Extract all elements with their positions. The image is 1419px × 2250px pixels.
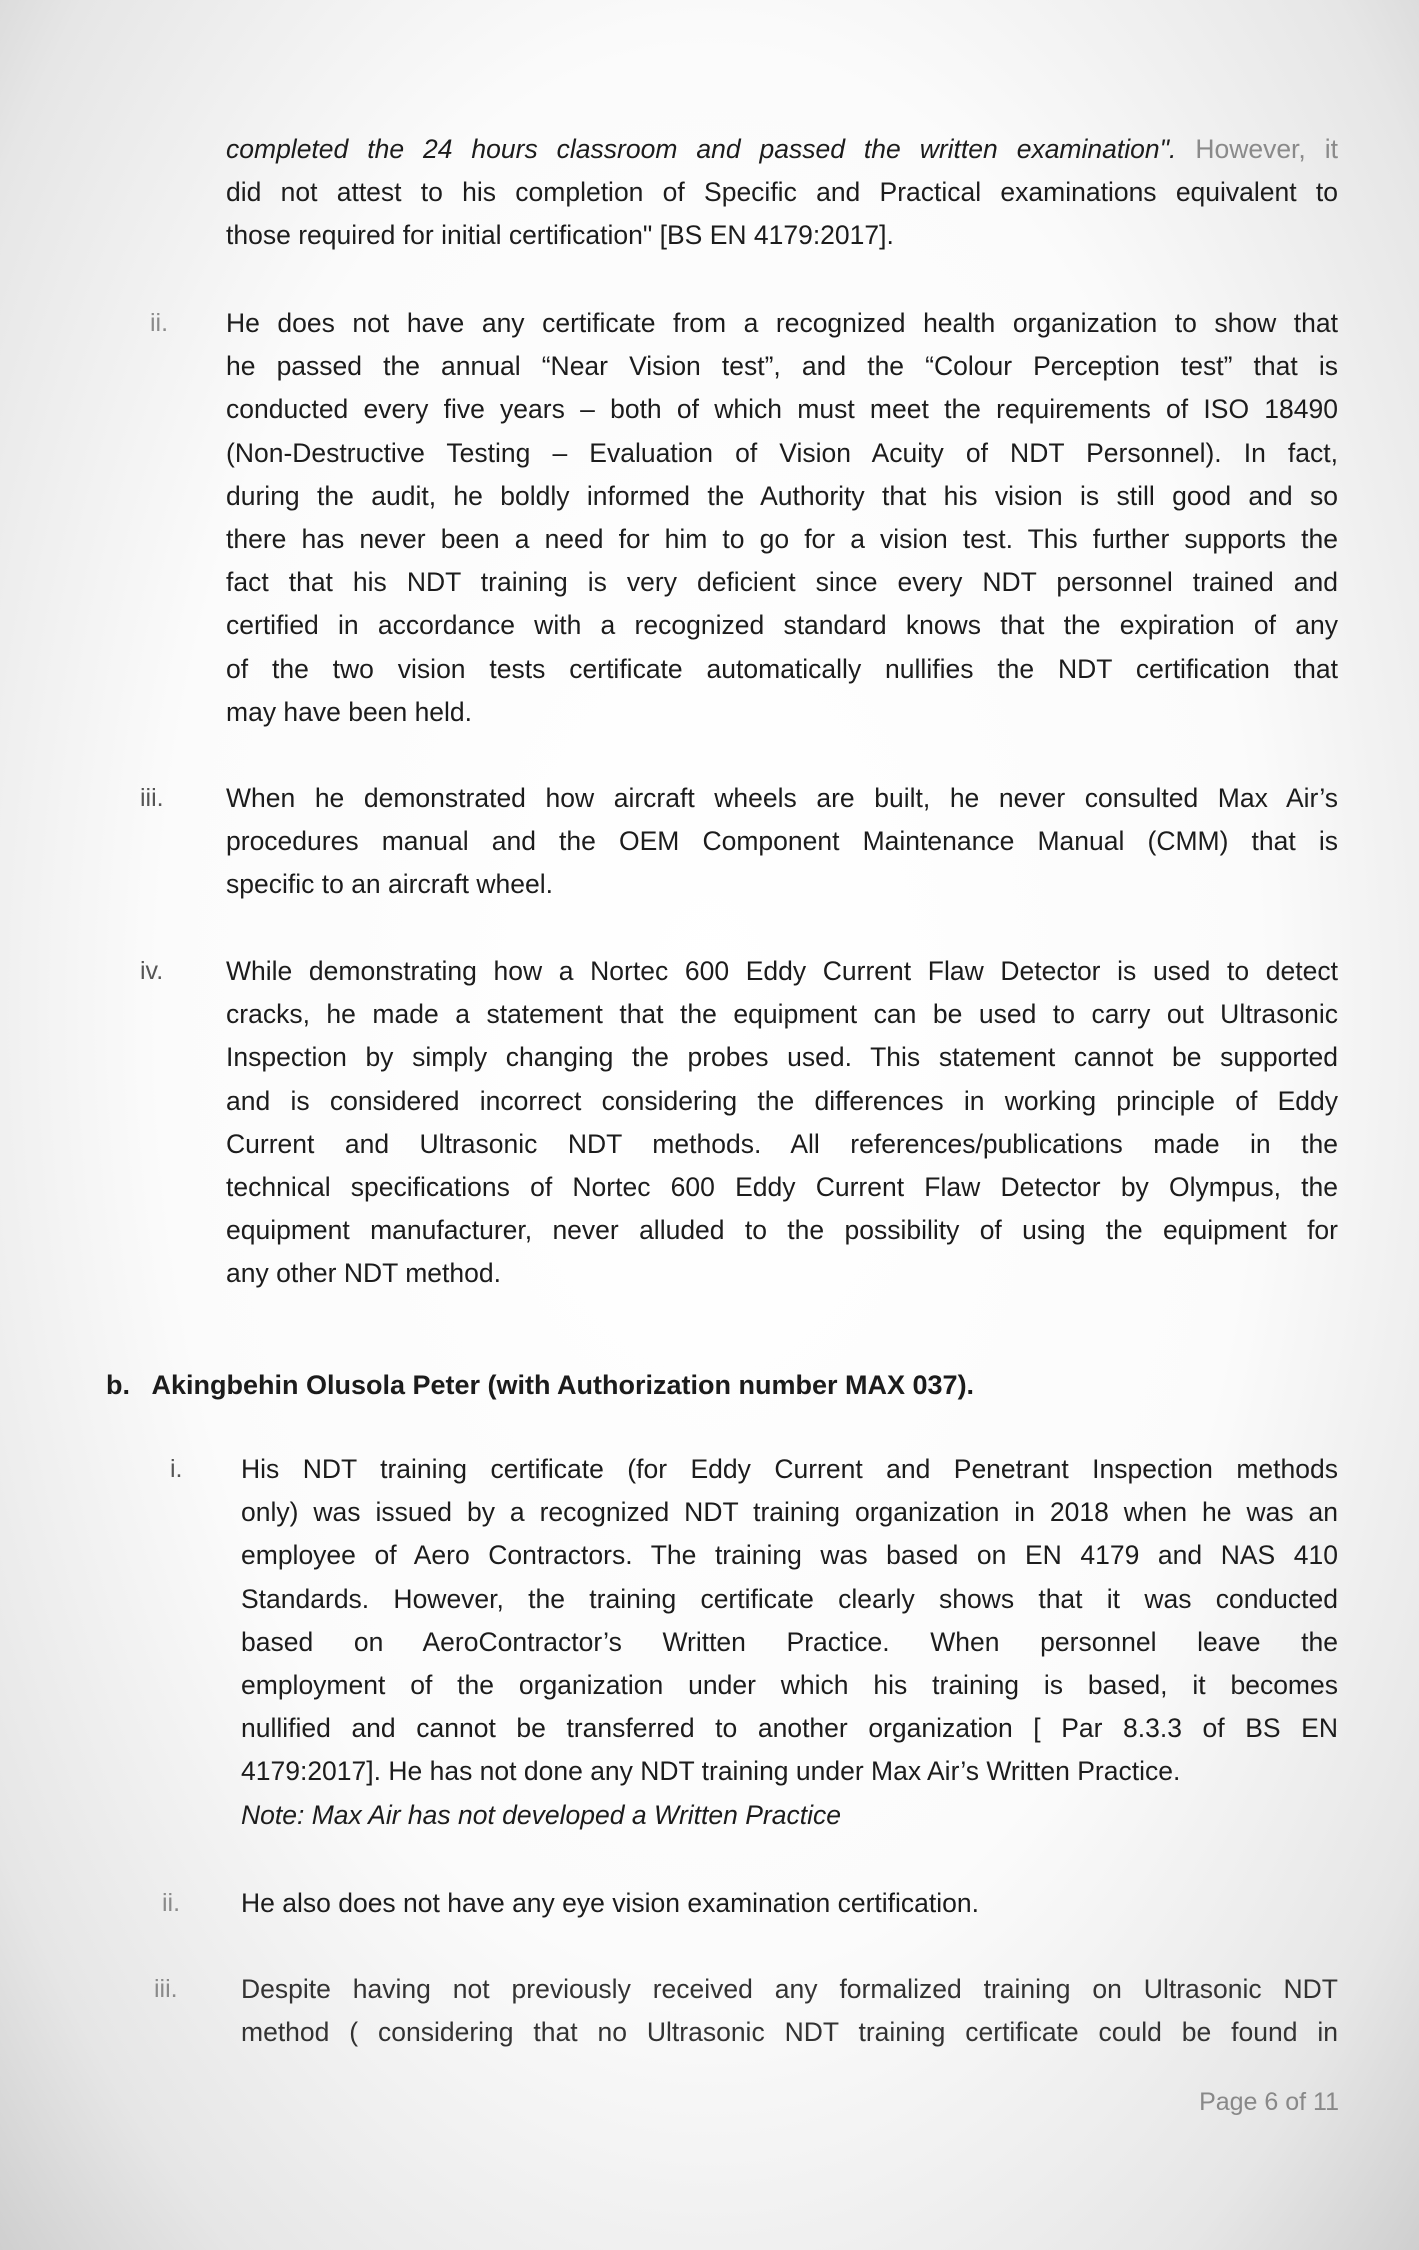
paragraph-line: based on AeroContractor’s Written Practice. When personnel leave the	[241, 1626, 1338, 1657]
list-item-paragraph	[241, 1448, 1338, 1837]
paragraph-line: may have been held.	[226, 696, 473, 727]
list-item-paragraph	[226, 950, 1338, 1296]
paragraph-line: specific to an aircraft wheel.	[226, 869, 553, 900]
paragraph-line: nullified and cannot be transferred to another organization [ Par 8.3.3 of BS EN	[241, 1713, 1338, 1744]
list-item-paragraph	[226, 302, 1338, 734]
paragraph-line: there has never been a need for him to go for a vision test. This further supports the	[226, 524, 1338, 555]
paragraph-line: Standards. However, the training certificate clearly shows that it was conducted	[241, 1583, 1338, 1614]
paragraph-line: fact that his NDT training is very deficient since every NDT personnel trained and	[226, 567, 1338, 598]
paragraph-line: (Non-Destructive Testing – Evaluation of Vision Acuity of NDT Personnel). In fact,	[226, 437, 1338, 468]
continuation-line: those required for initial certification" [BS EN 4179:2017].	[226, 220, 894, 251]
page-number: Page 6 of 11	[1199, 2088, 1339, 2116]
paragraph-line: Inspection by simply changing the probes used. This statement cannot be supported	[226, 1042, 1338, 1073]
continuation-line: did not attest to his completion of Specific and Practical examinations equivalent to	[226, 177, 1338, 208]
paragraph-line: technical specifications of Nortec 600 Eddy Current Flaw Detector by Olympus, the	[226, 1172, 1338, 1203]
paragraph-line: certified in accordance with a recognized standard knows that the expiration of any	[226, 610, 1338, 641]
paragraph-line: cracks, he made a statement that the equipment can be used to carry out Ultrasonic	[226, 999, 1338, 1030]
continuation-text: However, it	[1176, 134, 1338, 164]
section-heading: b. Akingbehin Olusola Peter (with Authorization number MAX 037).	[106, 1370, 975, 1400]
continuation-paragraph	[226, 128, 1338, 258]
paragraph-line: His NDT training certificate (for Eddy Current and Penetrant Inspection methods	[241, 1454, 1338, 1484]
paragraph-line: method ( considering that no Ultrasonic NDT training certificate could be found in	[241, 2017, 1338, 2048]
paragraph-line: employment of the organization under which his training is based, it becomes	[241, 1670, 1338, 1701]
paragraph-line: procedures manual and the OEM Component Maintenance Manual (CMM) that is	[226, 826, 1338, 857]
list-number: iv.	[140, 957, 164, 985]
paragraph-line: and is considered incorrect considering the differences in working principle of Eddy	[226, 1085, 1338, 1116]
paragraph-line: Current and Ultrasonic NDT methods. All references/publications made in the	[226, 1128, 1338, 1159]
list-number: ii.	[150, 309, 169, 337]
paragraph-line: 4179:2017]. He has not done any NDT training under Max Air’s Written Practice.	[241, 1756, 1181, 1787]
list-item-paragraph	[241, 1882, 1338, 1925]
paragraph-line: He also does not have any eye vision examination certification.	[241, 1888, 980, 1918]
paragraph-line: Despite having not previously received any formalized training on Ultrasonic NDT	[241, 1974, 1338, 2004]
paragraph-line: When he demonstrated how aircraft wheels are built, he never consulted Max Air’s	[226, 783, 1338, 813]
continuation-italic-text: completed the 24 hours classroom and passed the written examination".	[226, 134, 1177, 164]
list-item-paragraph	[226, 777, 1338, 907]
paragraph-line: employee of Aero Contractors. The training was based on EN 4179 and NAS 410	[241, 1540, 1338, 1571]
list-number: ii.	[162, 1889, 181, 1917]
paragraph-line: of the two vision tests certificate automatically nullifies the NDT certification that	[226, 653, 1338, 684]
paragraph-line: conducted every five years – both of which must meet the requirements of ISO 18490	[226, 394, 1338, 425]
list-number: iii.	[140, 784, 164, 812]
paragraph-line: any other NDT method.	[226, 1258, 501, 1289]
list-number: i.	[170, 1455, 183, 1483]
note-line: Note: Max Air has not developed a Written Practice	[241, 1799, 841, 1830]
paragraph-line: While demonstrating how a Nortec 600 Eddy Current Flaw Detector is used to detect	[226, 956, 1338, 986]
paragraph-line: He does not have any certificate from a recognized health organization to show that	[226, 308, 1338, 338]
paragraph-line: equipment manufacturer, never alluded to the possibility of using the equipment for	[226, 1215, 1338, 1246]
paragraph-line: during the audit, he boldly informed the Authority that his vision is still good and so	[226, 480, 1338, 511]
list-number: iii.	[154, 1975, 178, 2003]
paragraph-line: he passed the annual “Near Vision test”, and the “Colour Perception test” that is	[226, 351, 1338, 382]
list-item-paragraph	[241, 1968, 1338, 2054]
paragraph-line: only) was issued by a recognized NDT training organization in 2018 when he was an	[241, 1497, 1338, 1528]
